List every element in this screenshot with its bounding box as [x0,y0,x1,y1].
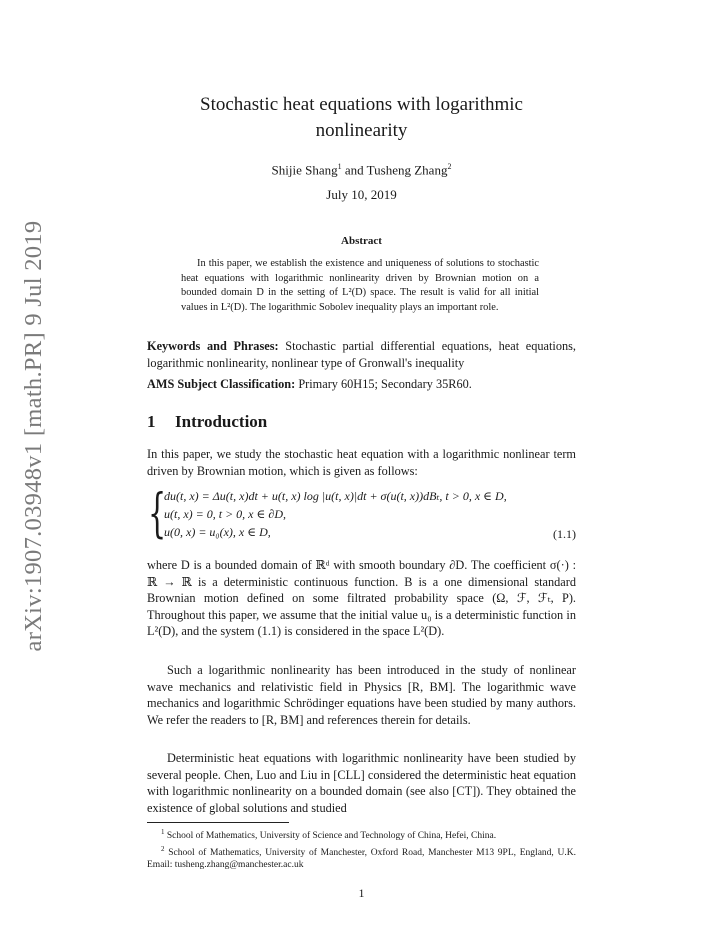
equation-line-2: u(t, x) = 0, t > 0, x ∈ ∂D, [164,507,286,521]
footnote-1 [147,826,576,843]
author-1: Shijie Shang [271,162,338,178]
author-2-mark: 2 [447,162,452,171]
author-line [147,159,576,178]
abstract-text: In this paper, we establish the existence and uniqueness of solutions to stochastic heat equations with logarithmic nonlinearity driven by Brownian motion on a bounded domain D in the setting of L²(D) space. The result is valid for all initial values in L²(D). The logarithmic Sobolev inequality plays an important role. [181,258,539,313]
author-1-mark: 1 [337,162,342,171]
footnote-1-text: School of Mathematics, University of Science and Technology of China, Hefei, China. [164,831,497,842]
arxiv-stamp-text: arXiv:1907.03948v1 [math.PR] 9 Jul 2019 [20,220,47,651]
keywords-label: Keywords and Phrases: [147,339,279,353]
page-number: 1 [358,886,365,900]
keywords-text: Stochastic partial differential equations, heat equations, logarithmic nonlinearity, nonlinear type of Gronwall's inequality [147,339,580,370]
footnotes [147,826,576,872]
footnote-1-mark: 1 [161,828,165,836]
equation-brace: { [148,484,167,544]
paper-title [147,92,576,144]
section-number: 1 [147,412,156,431]
footnote-2-mark: 2 [161,844,165,853]
footnote-2-text: School of Mathematics, University of Manchester, Oxford Road, Manchester M13 9PL, England, U.K. Email: tusheng.zhang@manchester.ac.uk [147,847,576,871]
author-2: Tusheng Zhang [366,162,448,178]
footnote-2 [147,843,576,872]
paragraph-definitions: where D is a bounded domain of ℝᵈ with smooth boundary ∂D. The coefficient σ(·) : ℝ → ℝ is a deterministic continuous function. B is a one dimensional standard Brownian motion defined on some filtrated probability space (Ω, ℱ, ℱₜ, P). Throughout this paper, we assume that the initial value u₀ is a deterministic function in L²(D), and the system (1.1) is considered in the space L²(D). [147,558,576,638]
keywords [147,338,580,371]
footnote-rule [147,822,289,823]
equation-system [147,484,576,547]
arxiv-side-stamp [17,220,51,651]
equation-line-1: du(t, x) = Δu(t, x)dt + u(t, x) log |u(t, x)|dt + σ(u(t, x))dBₜ, t > 0, x ∈ D, [164,489,507,503]
section-heading [147,412,267,432]
paragraph-deterministic: Deterministic heat equations with logarithmic nonlinearity have been studied by several people. Chen, Luo and Liu in [CLL] considered the deterministic heat equation with logarithmic nonlinearity on a bounded domain (see also [CT]). They obtained the existence of global solutions and studied [147,751,576,815]
ams-classification [147,376,576,393]
paragraph-intro: In this paper, we study the stochastic heat equation with a logarithmic nonlinear term driven by Brownian motion, which is given as follows: [147,447,576,478]
title-line-1: Stochastic heat equations with logarithmic [200,94,523,115]
title-line-2: nonlinearity [315,120,408,141]
paragraph-logarithmic: Such a logarithmic nonlinearity has been introduced in the study of nonlinear wave mechanics and relativistic field in Physics [R, BM]. The logarithmic wave mechanics and logarithmic Schrödinger equations have been studied by many authors. We refer the readers to [R, BM] and references therein for details. [147,663,576,727]
paper-date: July 10, 2019 [326,187,397,202]
equation-number: (1.1) [553,527,576,541]
ams-label: AMS Subject Classification: [147,377,296,391]
section-title: Introduction [175,412,268,431]
abstract-heading: Abstract [341,235,382,247]
ams-text: Primary 60H15; Secondary 35R60. [295,377,472,391]
author-conjunction: and [341,162,367,178]
equation-line-3: u(0, x) = u₀(x), x ∈ D, [164,525,271,539]
